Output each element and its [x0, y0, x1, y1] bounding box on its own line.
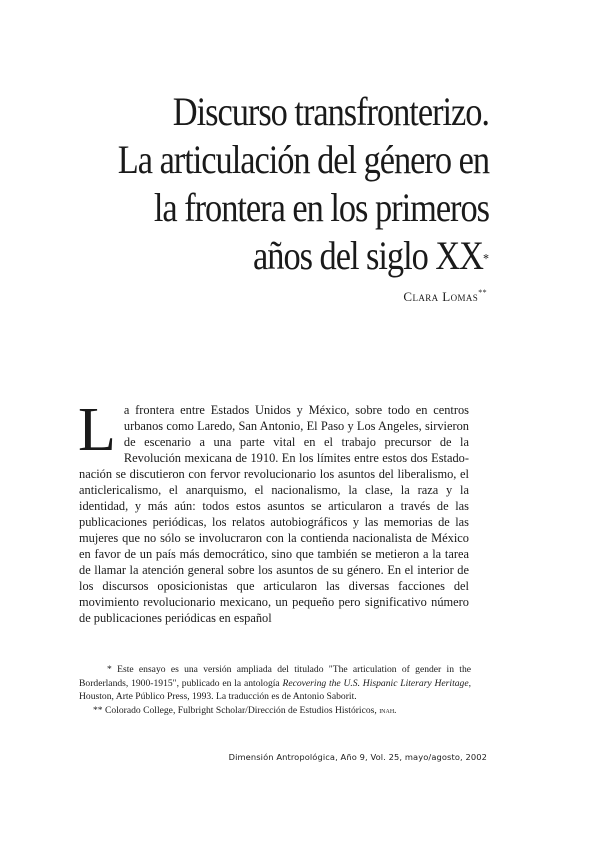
author-byline [403, 289, 487, 305]
footnote-1-marker: * [107, 664, 112, 675]
footnote-1-text: Este ensayo es una versión ampliada del titulado "The articulation of gender in the Borderlands, 1900-1915", publicado en la antología [79, 664, 471, 689]
footnote-2-text: Colorado College, Fulbright Scholar/Dirección de Estudios Históricos, [105, 704, 380, 716]
footnote-2-marker: ** [93, 704, 103, 716]
title-note-marker: * [482, 252, 489, 267]
title-line-4 [111, 232, 489, 280]
running-footer: Dimensión Antropológica, Año 9, Vol. 25, mayo/agosto, 2002 [228, 752, 487, 762]
author-name: Clara Lomas [403, 289, 479, 304]
footnote-1 [79, 663, 471, 704]
author-note-marker: ** [478, 288, 487, 297]
title-line-2: La articulación del género en [117, 137, 490, 182]
drop-cap: L [78, 396, 116, 464]
body-paragraph: a frontera entre Estados Unidos y México, sobre todo en centros urbanos como Laredo, San Antonio, El Paso y Los Angeles, sirvieron de escenario a una parte vital en el trabajo precursor de la Revolución mexicana de 1910. En los límites entre estos dos Estado-nación se discutieron con fervor revolucionario los asuntos del liberalismo, el anticlericalismo, el anarquismo, el nacionalismo, la clase, la raza y la identidad, y más aún: todos estos asuntos se articularon a través de las publicaciones periódicas, los relatos autobiográficos y las memorias de las mujeres que no sólo se involucraron con la contienda nacionalista de México en favor de un país más democrático, sino que también se metieron a la tarea de llamar la atención general sobre los asuntos de su género. En el interior de los discursos oposicionistas que articularon las diversas facciones del movimiento revolucionario mexicano, un pequeño pero significativo número de publicaciones periódicas en español [79, 403, 469, 625]
footnotes [79, 663, 471, 717]
footnote-2-institution: inah. [379, 704, 397, 715]
footnote-2 [79, 704, 471, 718]
article-body [78, 396, 469, 626]
title-line-3: la frontera en los primeros [153, 185, 489, 230]
footnote-1-book-title: Recovering the U.S. Hispanic Literary Heritage [282, 677, 469, 689]
footnote-1-text-end: , Houston, Arte Público Press, 1993. La traducción es de Antonio Saborit. [79, 677, 472, 702]
title-line-1: Discurso transfronterizo. [172, 89, 490, 134]
article-title [111, 88, 489, 280]
title-line-4-text: años del siglo XX [253, 233, 483, 278]
